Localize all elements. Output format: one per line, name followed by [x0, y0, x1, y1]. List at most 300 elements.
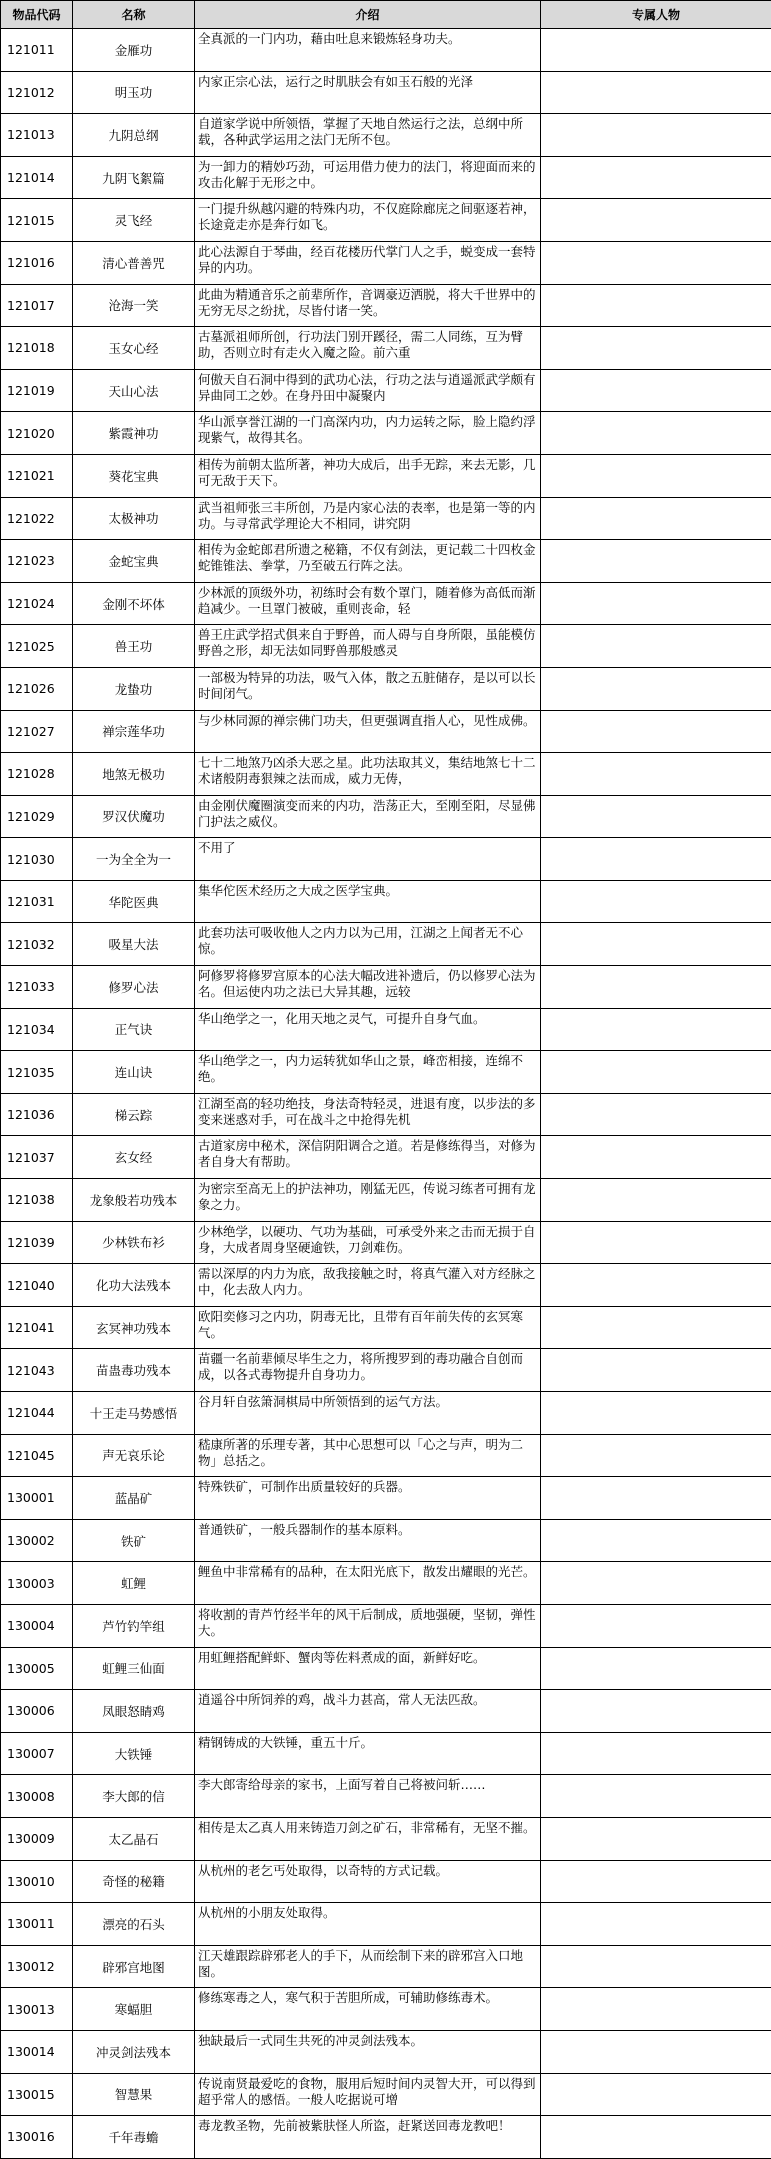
table-row[interactable]: [1, 1093, 771, 1136]
cell-description[interactable]: [195, 753, 541, 796]
table-row[interactable]: [1, 327, 771, 370]
cell-description[interactable]: [195, 412, 541, 455]
cell-owner[interactable]: [541, 1775, 771, 1818]
cell-item-code[interactable]: 121043: [1, 1349, 73, 1392]
cell-item-code[interactable]: 121018: [1, 327, 73, 370]
cell-description-text: 不用了: [198, 840, 537, 856]
cell-description[interactable]: [195, 1903, 541, 1946]
cell-description[interactable]: [195, 540, 541, 583]
cell-description[interactable]: [195, 1775, 541, 1818]
table-row[interactable]: [1, 29, 771, 72]
cell-item-code[interactable]: 121024: [1, 582, 73, 625]
cell-description-text: 为一卸力的精妙巧劲，可运用借力使力的法门，将迎面而来的攻击化解于无形之中。: [198, 159, 537, 191]
cell-description[interactable]: [195, 966, 541, 1009]
cell-item-code[interactable]: 121033: [1, 966, 73, 1009]
cell-name[interactable]: 玉女心经: [73, 327, 195, 370]
cell-owner[interactable]: [541, 156, 771, 199]
cell-name[interactable]: 连山诀: [73, 1051, 195, 1094]
cell-owner[interactable]: [541, 1690, 771, 1733]
cell-owner[interactable]: [541, 1349, 771, 1392]
cell-description-text: 全真派的一门内功，藉由吐息来锻炼轻身功夫。: [198, 31, 537, 47]
table-row[interactable]: [1, 1179, 771, 1222]
cell-name[interactable]: 九阴飞絮篇: [73, 156, 195, 199]
cell-description-text: 毒龙教圣物，先前被紫肤怪人所盗，赶紧送回毒龙教吧！: [198, 2118, 537, 2134]
table-row[interactable]: [1, 2030, 771, 2073]
table-row[interactable]: [1, 838, 771, 881]
cell-owner[interactable]: [541, 1903, 771, 1946]
cell-item-code[interactable]: 130001: [1, 1477, 73, 1520]
table-row[interactable]: [1, 1775, 771, 1818]
cell-description[interactable]: [195, 1988, 541, 2031]
cell-item-code[interactable]: 121011: [1, 29, 73, 72]
cell-owner[interactable]: [541, 1306, 771, 1349]
cell-description[interactable]: [195, 1477, 541, 1520]
cell-item-code[interactable]: 121016: [1, 241, 73, 284]
cell-item-code[interactable]: 130002: [1, 1519, 73, 1562]
cell-description[interactable]: [195, 284, 541, 327]
table-row[interactable]: [1, 1306, 771, 1349]
cell-owner[interactable]: [541, 1604, 771, 1647]
table-row[interactable]: [1, 2116, 771, 2159]
cell-description-text: 江天雄跟踪辟邪老人的手下，从而绘制下来的辟邪宫入口地图。: [198, 1948, 537, 1980]
table-row[interactable]: [1, 454, 771, 497]
table-row[interactable]: [1, 1051, 771, 1094]
cell-name[interactable]: 凤眼怒睛鸡: [73, 1690, 195, 1733]
cell-description-text: 从杭州的小朋友处取得。: [198, 1905, 537, 1921]
cell-description[interactable]: [195, 369, 541, 412]
cell-owner[interactable]: [541, 2073, 771, 2116]
cell-name[interactable]: 太极神功: [73, 497, 195, 540]
cell-description-text: 古墓派祖师所创，行功法门别开蹊径，需二人同练，互为臂助，否则立时有走火入魔之险。前六重: [198, 329, 537, 361]
cell-description-text: 古道家房中秘术，深信阴阳调合之道。若是修练得当，对修为者自身大有帮助。: [198, 1138, 537, 1170]
table-row[interactable]: [1, 1562, 771, 1605]
cell-owner[interactable]: [541, 667, 771, 710]
table-row[interactable]: [1, 114, 771, 157]
cell-description[interactable]: [195, 1434, 541, 1477]
cell-item-code[interactable]: 121015: [1, 199, 73, 242]
cell-name[interactable]: 禅宗莲华功: [73, 710, 195, 753]
cell-description-text: 欧阳奕修习之内功，阴毒无比，且带有百年前失传的玄冥寒气。: [198, 1309, 537, 1341]
cell-item-code[interactable]: 130007: [1, 1732, 73, 1775]
cell-item-code[interactable]: 121038: [1, 1179, 73, 1222]
cell-item-code[interactable]: 130013: [1, 1988, 73, 2031]
table-row[interactable]: [1, 540, 771, 583]
cell-description-text: 需以深厚的内力为底，敌我接触之时，将真气灌入对方经脉之中，化去敌人内力。: [198, 1266, 537, 1298]
cell-owner[interactable]: [541, 625, 771, 668]
cell-owner[interactable]: [541, 1179, 771, 1222]
cell-description[interactable]: [195, 1945, 541, 1988]
table-row[interactable]: [1, 1008, 771, 1051]
table-row[interactable]: [1, 582, 771, 625]
cell-description[interactable]: [195, 1179, 541, 1222]
cell-item-code[interactable]: 121045: [1, 1434, 73, 1477]
cell-item-code[interactable]: 121017: [1, 284, 73, 327]
cell-name[interactable]: 声无哀乐论: [73, 1434, 195, 1477]
cell-name[interactable]: 正气诀: [73, 1008, 195, 1051]
cell-name[interactable]: 罗汉伏魔功: [73, 795, 195, 838]
cell-description[interactable]: [195, 1136, 541, 1179]
cell-item-code[interactable]: 121031: [1, 880, 73, 923]
cell-item-code[interactable]: 121044: [1, 1392, 73, 1435]
cell-description[interactable]: [195, 880, 541, 923]
cell-description-text: 由金刚伏魔圈演变而来的内功，浩荡正大，至刚至阳，尽显佛门护法之威仪。: [198, 798, 537, 830]
cell-description-text: 此曲为精通音乐之前辈所作，音调豪迈洒脱，将大千世界中的无穷无尽之纷扰，尽皆付诸一笑。: [198, 287, 537, 319]
cell-item-code[interactable]: 130011: [1, 1903, 73, 1946]
table-row[interactable]: [1, 1264, 771, 1307]
cell-description-text: 兽王庄武学招式俱来自于野兽，而人碍与自身所限，虽能模仿野兽之形，却无法如同野兽那般感灵: [198, 627, 537, 659]
cell-item-code[interactable]: 130016: [1, 2116, 73, 2159]
cell-name[interactable]: 辟邪宫地图: [73, 1945, 195, 1988]
cell-description[interactable]: [195, 838, 541, 881]
cell-name[interactable]: 冲灵剑法残本: [73, 2030, 195, 2073]
cell-name[interactable]: 少林铁布衫: [73, 1221, 195, 1264]
table-row[interactable]: [1, 199, 771, 242]
cell-name[interactable]: 金雁功: [73, 29, 195, 72]
cell-owner[interactable]: [541, 2030, 771, 2073]
cell-owner[interactable]: [541, 1562, 771, 1605]
cell-description-text: 将收割的青芦竹经半年的风干后制成，质地强硬，坚韧，弹性大。: [198, 1607, 537, 1639]
cell-name[interactable]: 蓝晶矿: [73, 1477, 195, 1520]
cell-description-text: 谷月轩自弦箫洞棋局中所领悟到的运气方法。: [198, 1394, 537, 1410]
cell-item-code[interactable]: 121039: [1, 1221, 73, 1264]
cell-description-text: 少林绝学，以硬功、气功为基础，可承受外来之击而无损于自身，大成者周身坚硬逾铁，刀剑难伤。: [198, 1224, 537, 1256]
table-row[interactable]: [1, 1136, 771, 1179]
cell-owner[interactable]: [541, 29, 771, 72]
table-row[interactable]: [1, 412, 771, 455]
cell-name[interactable]: 梯云踪: [73, 1093, 195, 1136]
cell-description[interactable]: [195, 156, 541, 199]
cell-owner[interactable]: [541, 284, 771, 327]
cell-item-code[interactable]: 130005: [1, 1647, 73, 1690]
cell-name[interactable]: 苗蛊毒功残本: [73, 1349, 195, 1392]
cell-description[interactable]: [195, 1349, 541, 1392]
cell-description[interactable]: [195, 923, 541, 966]
cell-item-code[interactable]: 121032: [1, 923, 73, 966]
table-row[interactable]: [1, 241, 771, 284]
table-row[interactable]: [1, 1221, 771, 1264]
cell-item-code[interactable]: 121021: [1, 454, 73, 497]
table-row[interactable]: [1, 966, 771, 1009]
cell-item-code[interactable]: 121014: [1, 156, 73, 199]
cell-owner[interactable]: [541, 1051, 771, 1094]
cell-description-text: 少林派的顶级外功，初练时会有数个罩门，随着修为高低而渐趋减少。一旦罩门被破，重则丧命，轻: [198, 585, 537, 617]
table-header: [1, 1, 771, 29]
cell-item-code[interactable]: 130009: [1, 1817, 73, 1860]
table-row[interactable]: [1, 1732, 771, 1775]
table-row[interactable]: [1, 1434, 771, 1477]
cell-description[interactable]: [195, 1051, 541, 1094]
header-owner[interactable]: 专属人物: [541, 1, 771, 29]
cell-name[interactable]: 芦竹钓竿组: [73, 1604, 195, 1647]
cell-description[interactable]: [195, 1690, 541, 1733]
cell-description[interactable]: [195, 327, 541, 370]
cell-description[interactable]: [195, 199, 541, 242]
cell-item-code[interactable]: 121028: [1, 753, 73, 796]
cell-name[interactable]: 玄女经: [73, 1136, 195, 1179]
cell-description-text: 修练寒毒之人，寒气积于苦胆所成，可辅助修练毒术。: [198, 1990, 537, 2006]
table-row[interactable]: [1, 1604, 771, 1647]
cell-name[interactable]: 龙蛰功: [73, 667, 195, 710]
cell-owner[interactable]: [541, 540, 771, 583]
cell-item-code[interactable]: 121034: [1, 1008, 73, 1051]
cell-description[interactable]: [195, 1306, 541, 1349]
cell-description[interactable]: [195, 2030, 541, 2073]
cell-item-code[interactable]: 130004: [1, 1604, 73, 1647]
cell-description[interactable]: [195, 29, 541, 72]
cell-description-text: 相传是太乙真人用来铸造刀剑之矿石，非常稀有，无坚不摧。: [198, 1820, 537, 1836]
cell-description-text: 独缺最后一式同生共死的冲灵剑法残本。: [198, 2033, 537, 2049]
cell-item-code[interactable]: 130006: [1, 1690, 73, 1733]
cell-owner[interactable]: [541, 880, 771, 923]
cell-description[interactable]: [195, 1860, 541, 1903]
table-row[interactable]: [1, 880, 771, 923]
cell-description[interactable]: [195, 1519, 541, 1562]
cell-name[interactable]: 修罗心法: [73, 966, 195, 1009]
cell-description[interactable]: [195, 710, 541, 753]
cell-name[interactable]: 紫霞神功: [73, 412, 195, 455]
cell-name[interactable]: 吸星大法: [73, 923, 195, 966]
table-row[interactable]: [1, 1945, 771, 1988]
cell-name[interactable]: 化功大法残本: [73, 1264, 195, 1307]
table-row[interactable]: [1, 795, 771, 838]
cell-name[interactable]: 明玉功: [73, 71, 195, 114]
cell-name[interactable]: 葵花宝典: [73, 454, 195, 497]
cell-description[interactable]: [195, 1732, 541, 1775]
table-row[interactable]: [1, 1519, 771, 1562]
cell-name[interactable]: 寒蝠胆: [73, 1988, 195, 2031]
cell-description-text: 相传为前朝太监所著，神功大成后，出手无踪，来去无影，几可无敌于天下。: [198, 457, 537, 489]
cell-item-code[interactable]: 121022: [1, 497, 73, 540]
table-row[interactable]: [1, 1903, 771, 1946]
cell-item-code[interactable]: 121036: [1, 1093, 73, 1136]
cell-description[interactable]: [195, 71, 541, 114]
cell-owner[interactable]: [541, 412, 771, 455]
cell-description[interactable]: [195, 114, 541, 157]
cell-description-text: 华山绝学之一，内力运转犹如华山之景，峰峦相接，连绵不绝。: [198, 1053, 537, 1085]
table-row[interactable]: [1, 1647, 771, 1690]
table-row[interactable]: [1, 497, 771, 540]
cell-description-text: 鲤鱼中非常稀有的品种，在太阳光底下，散发出耀眼的光芒。: [198, 1564, 537, 1580]
table-row[interactable]: [1, 753, 771, 796]
cell-description-text: 武当祖师张三丰所创，乃是内家心法的表率，也是第一等的内功。与寻常武学理论大不相同，讲究阴: [198, 500, 537, 532]
cell-description-text: 阿修罗将修罗宫原本的心法大幅改进补遗后，仍以修罗心法为名。但运使内功之法已大异其趣，远较: [198, 968, 537, 1000]
cell-owner[interactable]: [541, 795, 771, 838]
cell-description[interactable]: [195, 1562, 541, 1605]
cell-owner[interactable]: [541, 1221, 771, 1264]
cell-owner[interactable]: [541, 1434, 771, 1477]
cell-description[interactable]: [195, 1604, 541, 1647]
cell-owner[interactable]: [541, 1136, 771, 1179]
cell-owner[interactable]: [541, 114, 771, 157]
table-row[interactable]: [1, 625, 771, 668]
cell-description[interactable]: [195, 454, 541, 497]
cell-name[interactable]: 天山心法: [73, 369, 195, 412]
cell-item-code[interactable]: 130014: [1, 2030, 73, 2073]
cell-description[interactable]: [195, 625, 541, 668]
cell-owner[interactable]: [541, 1008, 771, 1051]
cell-name[interactable]: 灵飞经: [73, 199, 195, 242]
cell-owner[interactable]: [541, 454, 771, 497]
cell-owner[interactable]: [541, 1093, 771, 1136]
cell-owner[interactable]: [541, 838, 771, 881]
table-row[interactable]: [1, 1860, 771, 1903]
table-row[interactable]: [1, 71, 771, 114]
cell-description-text: 逍遥谷中所饲养的鸡，战斗力甚高，常人无法匹敌。: [198, 1692, 537, 1708]
cell-owner[interactable]: [541, 2116, 771, 2159]
cell-item-code[interactable]: 121027: [1, 710, 73, 753]
cell-name[interactable]: 金刚不坏体: [73, 582, 195, 625]
cell-description-text: 此套功法可吸收他人之内力以为己用，江湖之上闻者无不心惊。: [198, 925, 537, 957]
cell-description-text: 嵇康所著的乐理专著，其中心思想可以「心之与声，明为二物」总括之。: [198, 1437, 537, 1469]
cell-description-text: 李大郎寄给母亲的家书，上面写着自己将被问斩……: [198, 1777, 537, 1793]
cell-item-code[interactable]: 121041: [1, 1306, 73, 1349]
cell-name[interactable]: 清心普善咒: [73, 241, 195, 284]
cell-item-code[interactable]: 121012: [1, 71, 73, 114]
table-body: [1, 29, 771, 2159]
cell-owner[interactable]: [541, 1860, 771, 1903]
cell-description[interactable]: [195, 1221, 541, 1264]
cell-description[interactable]: [195, 1817, 541, 1860]
table-row[interactable]: [1, 1349, 771, 1392]
cell-name[interactable]: 地煞无极功: [73, 753, 195, 796]
cell-description[interactable]: [195, 582, 541, 625]
cell-item-code[interactable]: 130012: [1, 1945, 73, 1988]
cell-description[interactable]: [195, 1008, 541, 1051]
table-row[interactable]: [1, 1477, 771, 1520]
cell-item-code[interactable]: 121040: [1, 1264, 73, 1307]
cell-description[interactable]: [195, 1392, 541, 1435]
cell-description[interactable]: [195, 1647, 541, 1690]
cell-description-text: 华山绝学之一，化用天地之灵气，可提升自身气血。: [198, 1011, 537, 1027]
cell-description-text: 苗疆一名前辈倾尽毕生之力，将所搜罗到的毒功融合自创而成，以各式毒物提升自身功力。: [198, 1351, 537, 1383]
cell-item-code[interactable]: 121013: [1, 114, 73, 157]
cell-description-text: 为密宗至高无上的护法神功，刚猛无匹，传说习练者可拥有龙象之力。: [198, 1181, 537, 1213]
cell-item-code[interactable]: 121020: [1, 412, 73, 455]
cell-description-text: 与少林同源的禅宗佛门功夫，但更强调直指人心，见性成佛。: [198, 713, 537, 729]
cell-owner[interactable]: [541, 1392, 771, 1435]
table-row[interactable]: [1, 1690, 771, 1733]
cell-owner[interactable]: [541, 71, 771, 114]
cell-description-text: 一部极为特异的功法，吸气入体，散之五脏储存，是以可以长时间闭气。: [198, 670, 537, 702]
table-row[interactable]: [1, 369, 771, 412]
table-row[interactable]: [1, 1988, 771, 2031]
cell-item-code[interactable]: 130010: [1, 1860, 73, 1903]
cell-name[interactable]: 大铁锤: [73, 1732, 195, 1775]
cell-item-code[interactable]: 121030: [1, 838, 73, 881]
cell-name[interactable]: 铁矿: [73, 1519, 195, 1562]
table-row[interactable]: [1, 2073, 771, 2116]
header-name[interactable]: 名称: [73, 1, 195, 29]
cell-name[interactable]: 龙象般若功残本: [73, 1179, 195, 1222]
cell-name[interactable]: 十王走马势感悟: [73, 1392, 195, 1435]
cell-description[interactable]: [195, 667, 541, 710]
table-row[interactable]: [1, 1392, 771, 1435]
cell-name[interactable]: 九阴总纲: [73, 114, 195, 157]
cell-owner[interactable]: [541, 327, 771, 370]
cell-description-text: 此心法源自于琴曲，经百花楼历代掌门人之手，蜕变成一套特异的内功。: [198, 244, 537, 276]
cell-item-code[interactable]: 130008: [1, 1775, 73, 1818]
cell-name[interactable]: 华陀医典: [73, 880, 195, 923]
cell-owner[interactable]: [541, 1477, 771, 1520]
cell-item-code[interactable]: 121026: [1, 667, 73, 710]
cell-owner[interactable]: [541, 369, 771, 412]
cell-description-text: 江湖至高的轻功绝技，身法奇特轻灵，进退有度，以步法的多变来迷惑对手，可在战斗之中抢得先机: [198, 1096, 537, 1128]
cell-owner[interactable]: [541, 710, 771, 753]
cell-description[interactable]: [195, 2073, 541, 2116]
table-row[interactable]: [1, 156, 771, 199]
table-row[interactable]: [1, 667, 771, 710]
cell-item-code[interactable]: 130015: [1, 2073, 73, 2116]
cell-owner[interactable]: [541, 1817, 771, 1860]
cell-name[interactable]: 一为全全为一: [73, 838, 195, 881]
cell-owner[interactable]: [541, 199, 771, 242]
cell-item-code[interactable]: 121023: [1, 540, 73, 583]
cell-name[interactable]: 李大郎的信: [73, 1775, 195, 1818]
cell-owner[interactable]: [541, 966, 771, 1009]
cell-description-text: 七十二地煞乃凶杀大恶之星。此功法取其义，集结地煞七十二术诸般阴毒狠辣之法而成，威力无俦，: [198, 755, 537, 787]
cell-name[interactable]: 太乙晶石: [73, 1817, 195, 1860]
table-row[interactable]: [1, 284, 771, 327]
cell-owner[interactable]: [541, 241, 771, 284]
cell-owner[interactable]: [541, 1732, 771, 1775]
cell-name[interactable]: 奇怪的秘籍: [73, 1860, 195, 1903]
table-row[interactable]: [1, 710, 771, 753]
cell-description-text: 何傲天自石洞中得到的武功心法，行功之法与逍遥派武学颇有异曲同工之妙。在身丹田中凝聚内: [198, 372, 537, 404]
cell-name[interactable]: 玄冥神功残本: [73, 1306, 195, 1349]
cell-item-code[interactable]: 130003: [1, 1562, 73, 1605]
cell-name[interactable]: 虹鲤: [73, 1562, 195, 1605]
cell-description[interactable]: [195, 795, 541, 838]
header-row: [1, 1, 771, 29]
cell-description-text: 特殊铁矿，可制作出质量较好的兵器。: [198, 1479, 537, 1495]
cell-item-code[interactable]: 121037: [1, 1136, 73, 1179]
cell-description[interactable]: [195, 1093, 541, 1136]
cell-owner[interactable]: [541, 923, 771, 966]
header-description[interactable]: 介绍: [195, 1, 541, 29]
cell-name[interactable]: 虹鲤三仙面: [73, 1647, 195, 1690]
cell-name[interactable]: 沧海一笑: [73, 284, 195, 327]
cell-description-text: 华山派享誉江湖的一门高深内功，内力运转之际，脸上隐约浮现紫气，故得其名。: [198, 414, 537, 446]
cell-description-text: 用虹鲤搭配鲜虾、蟹肉等佐料煮成的面，新鲜好吃。: [198, 1650, 537, 1666]
cell-description[interactable]: [195, 241, 541, 284]
cell-description[interactable]: [195, 497, 541, 540]
cell-item-code[interactable]: 121025: [1, 625, 73, 668]
cell-owner[interactable]: [541, 1647, 771, 1690]
cell-owner[interactable]: [541, 497, 771, 540]
cell-owner[interactable]: [541, 582, 771, 625]
cell-name[interactable]: 智慧果: [73, 2073, 195, 2116]
table-row[interactable]: [1, 923, 771, 966]
cell-owner[interactable]: [541, 1519, 771, 1562]
cell-description-text: 自道家学说中所领悟，掌握了天地自然运行之法，总纲中所载，各种武学运用之法门无所不包。: [198, 116, 537, 148]
cell-owner[interactable]: [541, 1988, 771, 2031]
cell-owner[interactable]: [541, 1945, 771, 1988]
cell-owner[interactable]: [541, 1264, 771, 1307]
table-row[interactable]: [1, 1817, 771, 1860]
header-item-code[interactable]: 物品代码: [1, 1, 73, 29]
cell-item-code[interactable]: 121035: [1, 1051, 73, 1094]
cell-item-code[interactable]: 121019: [1, 369, 73, 412]
cell-description[interactable]: [195, 1264, 541, 1307]
cell-description-text: 传说南贤最爱吃的食物，服用后短时间内灵智大开，可以得到超乎常人的感悟。一般人吃据说可增: [198, 2076, 537, 2108]
cell-name[interactable]: 金蛇宝典: [73, 540, 195, 583]
cell-name[interactable]: 千年毒蟾: [73, 2116, 195, 2159]
cell-name[interactable]: 兽王功: [73, 625, 195, 668]
cell-item-code[interactable]: 121029: [1, 795, 73, 838]
cell-name[interactable]: 漂亮的石头: [73, 1903, 195, 1946]
cell-owner[interactable]: [541, 753, 771, 796]
cell-description[interactable]: [195, 2116, 541, 2159]
